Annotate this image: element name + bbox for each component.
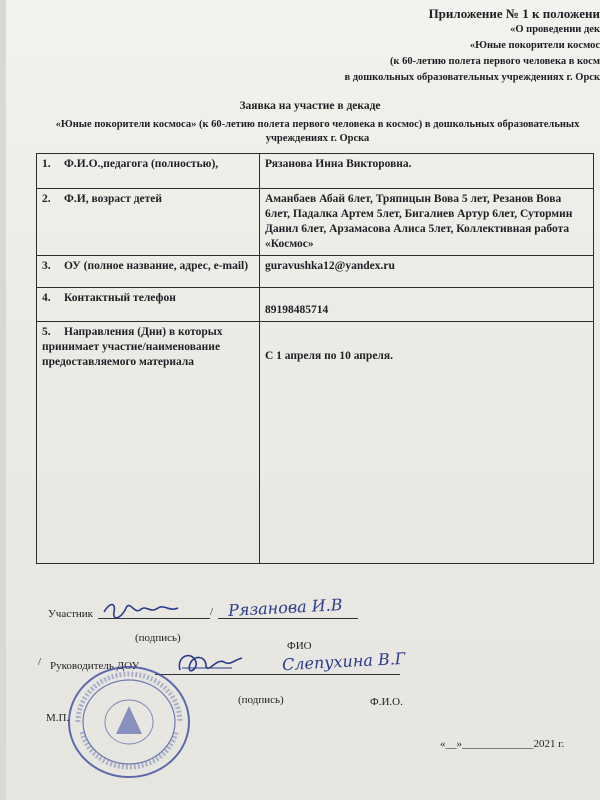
- participant-signature: [100, 598, 210, 622]
- official-stamp: [64, 662, 194, 782]
- form-label-cell: [37, 189, 260, 256]
- participant-name-handwritten: Рязанова И.В: [227, 595, 343, 620]
- form-value-cell: [260, 322, 594, 564]
- head-slash: /: [38, 656, 42, 668]
- appendix-line: в дошкольных образовательных учреждениях г. Орск: [344, 72, 600, 83]
- form-value-cell: [260, 256, 594, 288]
- separator-slash: /: [210, 606, 214, 618]
- children-list-value: Аманбаев Абай 6лет, Тряпицын Вова 5 лет, Резанов Вова 6лет, Падалка Артем 5лет, Бигалиев Артур 6лет, Сутормин Данил 6лет, Арзамасова Алиса 5лет, Коллективная работа «Космос»: [265, 193, 573, 250]
- form-row: [37, 154, 594, 189]
- form-row: [37, 189, 594, 256]
- row-label: Контактный телефон: [64, 292, 176, 304]
- application-heading: Заявка на участие в декаде: [239, 100, 381, 112]
- appendix-line: (к 60-летию полета первого человека в косм: [389, 56, 600, 67]
- email-value: guravushka12@yandex.ru: [265, 260, 395, 272]
- head-name-caption: Ф.И.О.: [370, 696, 403, 708]
- form-label-cell: [37, 154, 260, 189]
- participant-name-caption: ФИО: [287, 640, 312, 652]
- form-row: [37, 288, 594, 322]
- form-row: [37, 322, 594, 564]
- head-signature-caption: (подпись): [238, 694, 284, 706]
- form-label-cell: [37, 288, 260, 322]
- appendix-header: [220, 6, 600, 86]
- form-row: [37, 256, 594, 288]
- date-line: «__»_____________2021 г.: [440, 738, 565, 750]
- head-name-handwritten: Слепухина В.Г: [281, 648, 406, 675]
- row-number: 4.: [42, 292, 51, 304]
- form-label-cell: [37, 322, 260, 564]
- row-number: 1.: [42, 158, 51, 170]
- row-label: Направления (Дни) в которых принимает участие/наименование предоставляемого материала: [42, 326, 223, 368]
- row-number: 3.: [42, 260, 51, 272]
- row-label: Ф.И, возраст детей: [64, 193, 163, 205]
- application-form-table: [36, 153, 594, 564]
- form-value-cell: [260, 189, 594, 256]
- page-edge-shadow: [0, 0, 6, 800]
- row-label: ОУ (полное название, адрес, e-mail): [64, 260, 249, 272]
- participant-signature-caption: (подпись): [135, 632, 181, 644]
- row-label: Ф.И.О.,педагога (полностью),: [64, 158, 219, 170]
- teacher-name-value: Рязанова Инна Викторовна.: [265, 158, 412, 170]
- stamp-label: М.П.: [46, 712, 70, 724]
- appendix-title: Приложение № 1 к положени: [428, 6, 600, 21]
- form-value-cell: [260, 288, 594, 322]
- head-label: Руководитель ДОУ: [50, 660, 140, 672]
- form-label-cell: [37, 256, 260, 288]
- application-subheading: «Юные покорители космоса» (к 60-летию полета первого человека в космос) в дошкольных образовательных учреждениях г. Орска: [55, 119, 580, 144]
- appendix-line: «О проведении дек: [510, 24, 600, 35]
- phone-value: 89198485714: [265, 304, 329, 316]
- appendix-line: «Юные покорители космос: [469, 40, 600, 51]
- participant-label: Участник: [48, 608, 94, 620]
- dates-value: С 1 апреля по 10 апреля.: [265, 350, 393, 362]
- row-number: 5.: [42, 326, 51, 338]
- form-value-cell: [260, 154, 594, 189]
- row-number: 2.: [42, 193, 51, 205]
